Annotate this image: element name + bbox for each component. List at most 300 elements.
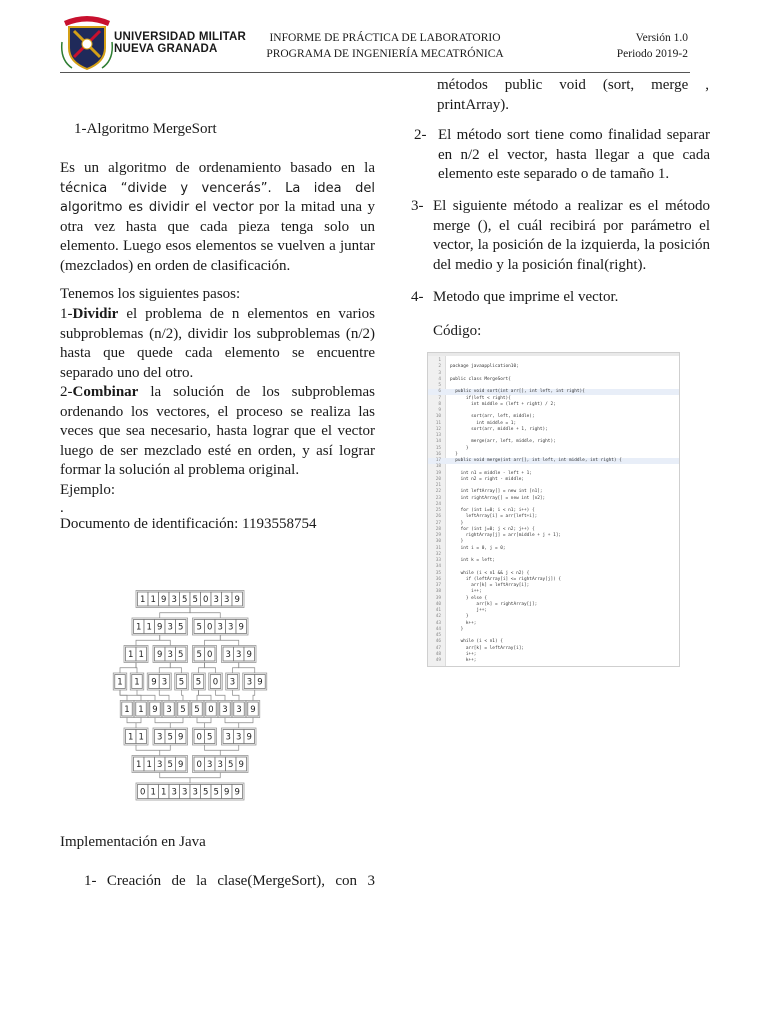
diagram-cell — [205, 620, 216, 634]
diagram-cell-value: 5 — [195, 677, 202, 688]
diagram-connector — [233, 663, 239, 674]
code-line-number: 5 — [438, 383, 441, 388]
diagram-cell-value: 3 — [225, 732, 231, 743]
university-name-line2: NUEVA GRANADA — [114, 43, 218, 55]
diagram-cell-value: 5 — [192, 595, 198, 605]
report-title — [240, 30, 530, 62]
code-line — [428, 539, 679, 545]
code-line-text: int middle = (left + right) / 2; — [450, 401, 556, 407]
code-line-number: 8 — [438, 401, 441, 407]
diagram-cell-value: 1 — [146, 760, 152, 770]
diagram-cell — [234, 730, 245, 744]
diagram-cell — [176, 620, 187, 634]
report-title-line1: INFORME DE PRÁCTICA DE LABORATORIO — [269, 32, 501, 44]
step-2-keyword: Combinar — [72, 384, 139, 400]
diagram-cell — [138, 592, 149, 606]
code-line — [428, 602, 679, 608]
diagram-connector — [205, 635, 221, 646]
code-line — [428, 652, 679, 658]
code-line-number: 22 — [435, 489, 441, 495]
diagram-cell-value: 9 — [234, 787, 240, 798]
diagram-cell-value: 5 — [213, 787, 219, 798]
diagram-cell — [176, 675, 187, 689]
diagram-cell — [194, 730, 205, 744]
diagram-cell — [215, 757, 226, 771]
code-line-text: while (i < n1) { — [450, 639, 503, 645]
code-line-number: 12 — [435, 426, 441, 432]
diagram-cell-value: 1 — [128, 650, 134, 660]
code-line-number: 44 — [435, 626, 441, 632]
diagram-cell-value: 3 — [166, 705, 172, 715]
diagram-connector — [137, 690, 155, 701]
list-item-3-number: 3- — [411, 198, 424, 214]
code-line-number: 40 — [435, 601, 441, 607]
diagram-connector — [170, 663, 181, 674]
step-1-number: 1- — [60, 306, 73, 322]
code-line-number: 38 — [435, 589, 441, 595]
diagram-cell-value: 3 — [182, 787, 188, 798]
code-line-text: } — [450, 626, 464, 632]
diagram-cell-value: 3 — [157, 732, 163, 743]
code-line-number: 10 — [435, 414, 441, 420]
diagram-cell — [194, 647, 205, 661]
diagram-cell — [148, 785, 159, 799]
code-line-number: 1 — [438, 358, 441, 363]
diagram-cell-value: 9 — [157, 650, 163, 660]
diagram-connector — [216, 690, 226, 701]
list-item-4 — [411, 288, 710, 308]
code-line-number: 35 — [435, 570, 441, 576]
diagram-connector — [199, 690, 212, 701]
diagram-cell-value: 3 — [236, 705, 242, 715]
code-line-number: 32 — [435, 551, 441, 557]
version-text: Versión 1.0 — [635, 32, 688, 44]
diagram-cell-value: 3 — [229, 677, 236, 688]
code-line-text: arr[k] = leftArray[i]; — [450, 583, 530, 588]
diagram-cell — [138, 785, 149, 799]
diagram-cell — [165, 757, 176, 771]
code-line-text: arr[k] = leftArray[i]; — [450, 645, 525, 651]
diagram-cell — [190, 592, 201, 606]
code-line — [428, 402, 679, 408]
code-line-number: 24 — [435, 501, 441, 507]
list-item-2-number: 2- — [414, 127, 427, 143]
list-item-3-text: El siguiente método a realizar es el método merge (), el cuál recibirá por parámetro el vector, la posición de la izquierda, la posición del medio y la posición final(right). — [433, 198, 710, 273]
diagram-cell-value: 9 — [246, 650, 252, 660]
mergesort-diagram — [74, 584, 306, 810]
code-line-number: 21 — [435, 483, 441, 488]
diagram-cell-value: 0 — [207, 650, 213, 660]
code-line-number: 42 — [435, 614, 441, 620]
diagram-cell — [194, 757, 205, 771]
diagram-connector — [120, 663, 136, 674]
diagram-cell — [122, 702, 133, 716]
diagram-cell-value: 9 — [250, 705, 256, 715]
diagram-cell — [244, 647, 255, 661]
code-line-text: k++; — [450, 658, 477, 663]
diagram-cell — [180, 785, 191, 799]
diagram-connector — [205, 663, 216, 674]
code-line-number: 29 — [435, 533, 441, 538]
code-line — [428, 521, 679, 527]
code-line-number: 39 — [435, 595, 441, 601]
code-line — [428, 477, 679, 483]
code-line-number: 14 — [435, 439, 441, 445]
diagram-cell — [134, 620, 145, 634]
diagram-cell-value: 3 — [222, 705, 228, 715]
code-line-text: for (int i=0; i < n1; i++) { — [450, 508, 535, 513]
diagram-cell-value: 1 — [138, 705, 144, 715]
code-line — [428, 577, 679, 583]
diagram-cell — [226, 757, 237, 771]
code-line-number: 49 — [435, 658, 441, 663]
implementation-item-1-text: 1- Creación de la clase(MergeSort), con 3 — [84, 873, 375, 889]
diagram-cell — [178, 702, 189, 716]
code-line-text: int n1 = middle - left + 1; — [450, 470, 532, 476]
diagram-cell-value: 1 — [136, 760, 142, 770]
diagram-cell — [155, 757, 166, 771]
university-name — [114, 31, 246, 55]
diagram-cell — [159, 675, 170, 689]
diagram-cell-value: 9 — [234, 595, 240, 605]
code-line-text: } — [450, 451, 458, 457]
code-line-number: 45 — [435, 633, 441, 638]
code-line-text: int k = left; — [450, 558, 495, 563]
code-line-text: rightArray[j] = arr[middle + j + 1]; — [450, 533, 562, 538]
diagram-cell — [248, 702, 259, 716]
code-line-text: public void merge(int arr[], int left, int middle, int right) { — [450, 458, 622, 463]
intro-text-a: Es un algoritmo de ordenamiento basado en la — [60, 160, 375, 176]
code-line — [428, 421, 679, 427]
code-line-text: if (leftArray[i] <= rightArray[j]) { — [450, 576, 562, 582]
code-line — [428, 527, 679, 533]
diagram-cell — [155, 620, 166, 634]
diagram-connector — [136, 745, 170, 756]
separator-dot: . — [60, 500, 64, 516]
diagram-cell-value: 1 — [138, 732, 144, 743]
code-line-number: 28 — [435, 526, 441, 532]
code-line-text: } else { — [450, 595, 488, 601]
diagram-cell — [144, 620, 155, 634]
code-line — [428, 377, 679, 383]
intro-paragraph — [60, 159, 375, 276]
code-line-number: 31 — [435, 545, 441, 551]
diagram-cell — [144, 757, 155, 771]
code-line-number: 13 — [435, 433, 441, 438]
diagram-cell-value: 3 — [228, 622, 234, 633]
code-line-text: while (i < n1 && j < n2) { — [450, 570, 530, 576]
diagram-connector — [160, 635, 171, 646]
code-line-number: 48 — [435, 651, 441, 657]
header-divider — [60, 72, 690, 73]
diagram-cell-value: 5 — [194, 705, 200, 715]
step-1 — [60, 305, 375, 383]
diagram-cell — [155, 730, 166, 744]
diagram-cell-value: 3 — [224, 595, 230, 605]
list-item-2-text: El método sort tiene como finalidad separar en n/2 el vector, hasta llegar a que cada elemento este separado o de tamaño 1. — [438, 127, 710, 182]
code-line-text: package javaapplication10; — [450, 364, 519, 370]
diagram-cell — [232, 592, 243, 606]
university-logo — [60, 12, 114, 72]
code-line — [428, 396, 679, 402]
diagram-connector — [160, 773, 221, 784]
diagram-cell — [255, 675, 266, 689]
code-line-text: int middle = 1; — [450, 420, 517, 426]
code-line-number: 4 — [438, 376, 441, 382]
code-line-number: 2 — [438, 364, 441, 370]
diagram-cell-value: 3 — [217, 760, 223, 770]
code-line-number: 19 — [435, 470, 441, 476]
code-line — [428, 614, 679, 620]
diagram-cell-value: 9 — [246, 732, 252, 743]
code-line-text: j++; — [450, 608, 488, 613]
diagram-cell-value: 3 — [207, 760, 213, 770]
diagram-cell — [136, 730, 147, 744]
diagram-cell-value: 9 — [178, 760, 184, 770]
diagram-cell-value: 1 — [128, 732, 134, 743]
diagram-connector — [253, 690, 255, 701]
diagram-cell — [169, 592, 180, 606]
step-2-number: 2- — [60, 384, 73, 400]
diagram-cell-value: 3 — [167, 622, 173, 633]
code-line — [428, 414, 679, 420]
code-line-text: i++; — [450, 589, 482, 595]
code-line-number: 20 — [435, 476, 441, 482]
diagram-cell — [165, 620, 176, 634]
diagram-cell-value: 1 — [150, 595, 156, 605]
diagram-cell — [194, 620, 205, 634]
code-line-number: 46 — [435, 639, 441, 645]
diagram-cell — [190, 785, 201, 799]
diagram-cell — [215, 620, 226, 634]
code-line — [428, 627, 679, 633]
diagram-cell-value: 5 — [167, 760, 173, 770]
diagram-cell-value: 0 — [212, 677, 219, 688]
diagram-cell — [176, 757, 187, 771]
code-line-number: 25 — [435, 508, 441, 513]
code-line-text: } — [450, 539, 464, 545]
diagram-connector — [160, 608, 190, 619]
diagram-cell-value: 1 — [140, 595, 146, 605]
logo-ribbon — [64, 16, 110, 26]
diagram-cell — [234, 647, 245, 661]
diagram-cell-value: 3 — [192, 787, 198, 798]
diagram-cell-value: 1 — [161, 787, 167, 798]
diagram-cell-value: 5 — [178, 650, 184, 660]
code-line-number: 47 — [435, 645, 441, 651]
step-1-text: el problema de n elementos en varios subproblemas (n/2), dividir los subproblemas (n/2) hasta que quede cada elemento se encuentre separado uno del otro. — [60, 306, 375, 381]
diagram-cell — [159, 785, 170, 799]
diagram-cell — [132, 675, 143, 689]
code-line-number: 18 — [435, 464, 441, 470]
diagram-cell-value: 9 — [238, 622, 244, 633]
code-line-number: 27 — [435, 520, 441, 526]
diagram-cell — [223, 730, 234, 744]
code-line — [428, 489, 679, 495]
diagram-cell — [126, 647, 137, 661]
diagram-cell-value: 9 — [224, 787, 230, 798]
diagram-cell-value: 5 — [203, 787, 209, 798]
code-line — [428, 514, 679, 520]
diagram-cell — [210, 675, 221, 689]
diagram-cell-value: 3 — [236, 732, 242, 743]
code-line — [428, 458, 679, 464]
list-item-3 — [411, 197, 710, 277]
diagram-cell — [148, 592, 159, 606]
diagram-cell — [205, 730, 216, 744]
code-label: Código: — [433, 323, 482, 339]
diagram-cell — [159, 592, 170, 606]
diagram-cell-value: 3 — [171, 787, 177, 798]
code-line-text: leftArray[i] = arr[left+i]; — [450, 514, 538, 520]
diagram-cell — [226, 620, 237, 634]
code-line — [428, 533, 679, 539]
diagram-connector — [205, 745, 239, 756]
implementation-title: Implementación en Java — [60, 834, 206, 850]
diagram-cell — [150, 702, 161, 716]
diagram-cell — [205, 647, 216, 661]
code-line-number: 9 — [438, 408, 441, 413]
code-line-text: i++; — [450, 651, 477, 657]
version-info — [594, 30, 688, 62]
code-line-text: int i = 0, j = 0; — [450, 545, 506, 551]
diagram-cell — [222, 592, 233, 606]
diagram-cell-value: 5 — [178, 622, 184, 633]
diagram-cell-value: 0 — [140, 787, 146, 798]
intro-text-c: por la mitad una y otra vez hasta que cada pieza tenga solo un elemento. Luego esos elementos se vuelven a juntar (mezclados) en orden de clasificación. — [60, 199, 375, 274]
diagram-cell-value: 3 — [246, 677, 253, 688]
diagram-cell-value: 0 — [196, 732, 202, 743]
diagram-cell — [211, 785, 222, 799]
code-line-number: 23 — [435, 495, 441, 501]
diagram-cell-value: 3 — [213, 595, 219, 605]
code-line — [428, 639, 679, 645]
diagram-cell — [206, 702, 217, 716]
diagram-cell-value: 5 — [167, 732, 173, 743]
diagram-cell — [155, 647, 166, 661]
diagram-cell — [115, 675, 126, 689]
code-line — [428, 658, 679, 664]
diagram-connector — [155, 718, 183, 729]
code-line-text: public class MergeSort{ — [450, 376, 511, 382]
code-line-text: public void sort(int arr[], int left, int right){ — [450, 389, 585, 395]
methods-continuation — [437, 76, 709, 115]
diagram-connector — [190, 608, 220, 619]
diagram-cell-value: 3 — [225, 650, 231, 660]
diagram-cell-value: 3 — [171, 595, 177, 605]
code-line — [428, 552, 679, 558]
code-line-number: 43 — [435, 620, 441, 626]
diagram-connector — [159, 663, 170, 674]
diagram-cell-value: 9 — [161, 595, 167, 605]
diagram-cell-value: 9 — [152, 705, 158, 715]
diagram-cell-value: 5 — [207, 732, 213, 743]
code-line-number: 7 — [438, 395, 441, 401]
diagram-cell-value: 3 — [167, 650, 173, 660]
diagram-cell-value: 5 — [196, 650, 202, 660]
diagram-cell-value: 1 — [150, 787, 156, 798]
code-line-number: 30 — [435, 539, 441, 545]
diagram-cell — [164, 702, 175, 716]
code-line-number: 3 — [438, 370, 441, 376]
diagram-cell-value: 9 — [157, 622, 163, 633]
diagram-cell — [176, 647, 187, 661]
diagram-cell — [236, 757, 247, 771]
code-line — [428, 558, 679, 564]
diagram-cell — [222, 785, 233, 799]
diagram-cell — [244, 730, 255, 744]
diagram-connector — [197, 718, 211, 729]
code-line — [428, 589, 679, 595]
code-line-number: 41 — [435, 608, 441, 613]
diagram-connector — [136, 663, 137, 674]
diagram-cell-value: 1 — [124, 705, 130, 715]
diagram-cell — [136, 702, 147, 716]
diagram-cell — [165, 730, 176, 744]
code-line-number: 17 — [435, 458, 441, 463]
code-line — [428, 364, 679, 370]
code-line — [428, 646, 679, 652]
code-line-text: } — [450, 520, 464, 526]
code-line-number: 26 — [435, 514, 441, 520]
diagram-connector — [182, 690, 184, 701]
code-line-text: sort(arr, left, middle); — [450, 414, 535, 420]
code-line-text: if(left < right){ — [450, 395, 511, 401]
diagram-cell-value: 5 — [228, 760, 234, 770]
step-1-keyword: Dividir — [72, 306, 119, 322]
code-line-text: } — [450, 445, 469, 451]
diagram-cell — [176, 730, 187, 744]
code-line-number: 15 — [435, 445, 441, 451]
step-2 — [60, 383, 375, 481]
diagram-cell-value: 3 — [217, 622, 223, 633]
code-editor-toolbar — [428, 353, 679, 356]
example-label: Ejemplo: — [60, 482, 115, 498]
step-2-text: la solución de los subproblemas ordenando los vectores, el proceso se realiza las veces que sea necesario, hasta lograr que el vector luego de ser mezclado esté en orden, y así lograr formar la solución al problema original. — [60, 384, 375, 478]
code-line — [428, 427, 679, 433]
diagram-cell-value: 5 — [182, 595, 188, 605]
document-id: Documento de identificación: 1193558754 — [60, 516, 317, 532]
diagram-cell — [236, 620, 247, 634]
diagram-cell — [205, 757, 216, 771]
diagram-cell-value: 1 — [138, 650, 144, 660]
diagram-cell — [211, 592, 222, 606]
diagram-cell-value: 9 — [238, 760, 244, 770]
code-line — [428, 452, 679, 458]
code-line-text: int leftArray[] = new int [n1]; — [450, 489, 543, 495]
diagram-connector — [136, 635, 160, 646]
code-line — [428, 502, 679, 508]
implementation-item-1 — [60, 872, 375, 892]
code-line — [428, 596, 679, 602]
code-line — [428, 564, 679, 570]
code-line-text: k++; — [450, 620, 477, 626]
diagram-connector — [199, 663, 205, 674]
code-line — [428, 546, 679, 552]
diagram-cell — [244, 675, 255, 689]
diagram-cell — [192, 702, 203, 716]
diagram-cell — [134, 757, 145, 771]
diagram-connector — [233, 690, 240, 701]
diagram-connector — [127, 718, 141, 729]
diagram-cell-value: 3 — [236, 650, 242, 660]
diagram-cell-value: 5 — [180, 705, 186, 715]
diagram-cell — [180, 592, 191, 606]
diagram-connector — [225, 718, 253, 729]
list-item-2 — [414, 126, 710, 186]
steps-title: Tenemos los siguientes pasos: — [60, 286, 241, 302]
diagram-cell — [149, 675, 160, 689]
